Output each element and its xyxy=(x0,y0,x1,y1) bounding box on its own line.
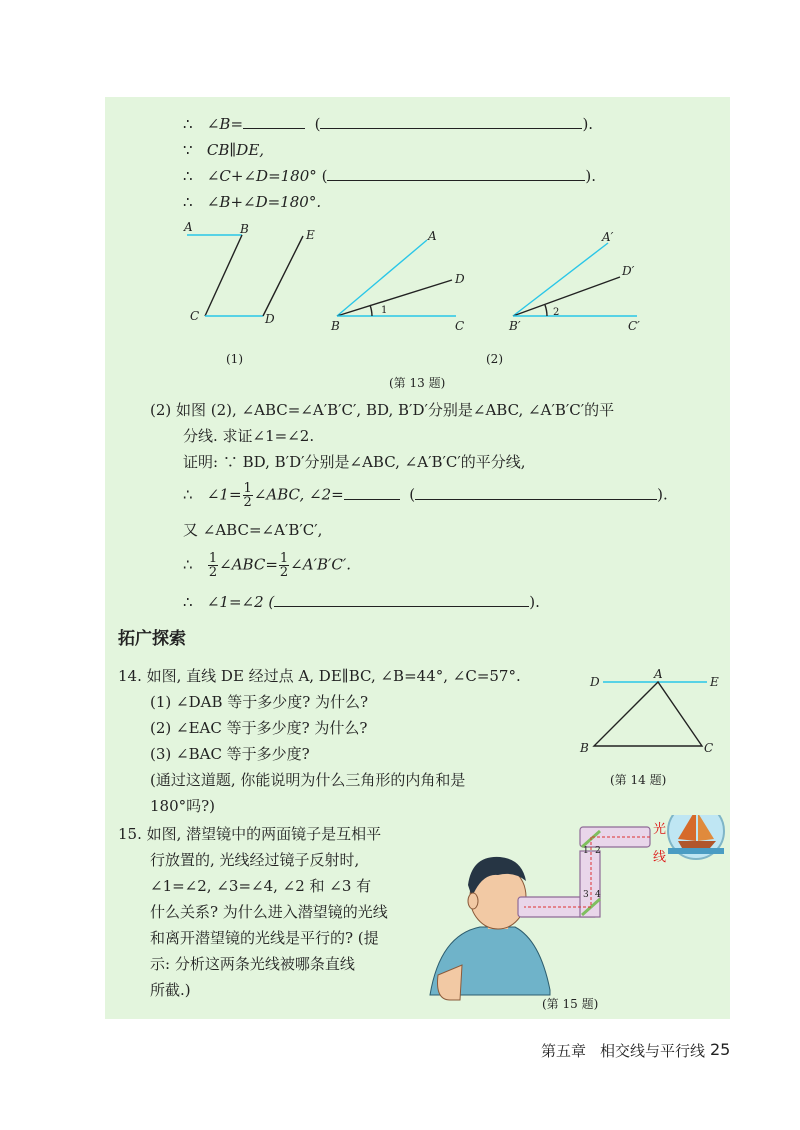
fig13-line-bc xyxy=(205,235,242,316)
part2-line-2: 分线. 求证∠1=∠2. xyxy=(183,427,315,445)
light-label: 光 xyxy=(653,822,667,837)
part2-line-5: 又 ∠ABC=∠A′B′C′, xyxy=(183,521,323,539)
q14-line-6: 180°吗?) xyxy=(150,797,216,815)
fig13-label: D xyxy=(265,312,275,326)
fig14-label: A xyxy=(654,667,663,681)
footer-chapter-title: 相交线与平行线 xyxy=(600,1042,706,1060)
fig13-label: E xyxy=(306,228,315,242)
fig14-triangle xyxy=(594,682,702,746)
fig14-caption: (第 14 题) xyxy=(610,773,667,787)
boy-illustration xyxy=(430,857,550,1000)
fig14-label: E xyxy=(710,675,719,689)
reason-blank[interactable] xyxy=(274,592,529,607)
fig13-label: B xyxy=(331,319,340,333)
fraction-half: $\frac{1}{2}$ xyxy=(279,551,289,580)
proof-line-4: ∴ ∠B+∠D=180°. xyxy=(183,193,322,211)
fig13-line-de xyxy=(263,236,303,316)
part2-line-6: ∴ $\frac{1}{2}$ ∠ABC= $\frac{1}{2}$ ∠A′B′C′. xyxy=(183,551,352,580)
fig13-label: A xyxy=(428,229,437,243)
fig13-label: B′ xyxy=(509,319,521,333)
fig13-label: D xyxy=(455,272,465,286)
fig15-caption: (第 15 题) xyxy=(542,997,599,1011)
figure-15-periscope xyxy=(420,815,730,1020)
section-title: 拓广探索 xyxy=(118,629,186,649)
fig13-label: B xyxy=(240,222,249,236)
q15-line-7: 所截.) xyxy=(150,981,191,999)
fig13-sub-1: (1) xyxy=(226,352,243,366)
fig14-label: C xyxy=(704,741,714,755)
reason-blank[interactable] xyxy=(415,485,657,500)
periscope xyxy=(518,827,650,917)
footer-chapter: 第五章 xyxy=(541,1042,587,1060)
fraction-half: $\frac{1}{2}$ xyxy=(243,481,252,510)
part2-line-4: ∴ ∠1= $\frac{1}{2}$ ∠ABC, ∠2= ( ). xyxy=(183,481,668,510)
fig13-caption: (第 13 题) xyxy=(389,376,446,390)
proof-line-3: ∴ ∠C+∠D=180° ( ). xyxy=(183,167,597,185)
proof-line-1: ∴ ∠B= ( ). xyxy=(183,115,594,133)
fig13-ray-b2a2 xyxy=(513,243,608,316)
fig13-ray-bd xyxy=(337,280,452,316)
figure-13 xyxy=(0,0,800,400)
proof-line-2: ∵ CB∥DE, xyxy=(183,141,265,159)
part2-line-3: 证明: ∵ BD, B′D′分别是∠ABC, ∠A′B′C′的平分线, xyxy=(183,453,526,471)
fig14-label: B xyxy=(580,741,589,755)
q15-line-6: 示: 分析这两条光线被哪条直线 xyxy=(150,955,355,973)
fig13-label: C xyxy=(190,309,200,323)
fig13-angle-1-arc xyxy=(370,305,372,316)
periscope-angle-label: 3 xyxy=(583,890,589,900)
part2-line-7: ∴ ∠1=∠2 ( ). xyxy=(183,593,540,611)
part2-line-1: (2) 如图 (2), ∠ABC=∠A′B′C′, BD, B′D′分别是∠ABC, ∠A′B′C′的平 xyxy=(150,401,615,419)
q15-line-1: 15. 如图, 潜望镜中的两面镜子是互相平 xyxy=(118,825,382,843)
q14-line-5: (通过这道题, 你能说明为什么三角形的内角和是 xyxy=(150,771,466,789)
fig13-ray-b2d2 xyxy=(513,277,620,316)
fig13-angle-2-arc xyxy=(545,305,547,316)
fig13-label: D′ xyxy=(622,264,635,278)
q15-line-3: ∠1=∠2, ∠3=∠4, ∠2 和 ∠3 有 xyxy=(150,877,372,895)
fig13-label: 2 xyxy=(553,307,560,318)
fig13-label: 1 xyxy=(381,305,388,316)
q14-line-3: (2) ∠EAC 等于多少度? 为什么? xyxy=(150,719,368,737)
fig13-label: C xyxy=(455,319,465,333)
fig13-label: C′ xyxy=(628,319,640,333)
sailboat-lens xyxy=(668,815,724,859)
fig13-label: A′ xyxy=(602,230,614,244)
fraction-half: $\frac{1}{2}$ xyxy=(208,551,218,580)
q15-line-2: 行放置的, 光线经过镜子反射时, xyxy=(150,851,360,869)
answer-blank[interactable] xyxy=(344,485,400,500)
q14-line-2: (1) ∠DAB 等于多少度? 为什么? xyxy=(150,693,369,711)
q15-line-5: 和离开潜望镜的光线是平行的? (提 xyxy=(150,929,379,947)
page-number: 25 xyxy=(710,1040,731,1059)
periscope-angle-label: 4 xyxy=(595,890,601,900)
light-label: 线 xyxy=(653,850,667,865)
q14-line-1: 14. 如图, 直线 DE 经过点 A, DE∥BC, ∠B=44°, ∠C=57°. xyxy=(118,667,521,685)
fig13-sub-2: (2) xyxy=(486,352,503,366)
fig13-label: A xyxy=(184,220,193,234)
fig14-label: D xyxy=(590,675,600,689)
figure-14 xyxy=(570,660,730,820)
q14-line-4: (3) ∠BAC 等于多少度? xyxy=(150,745,310,763)
q15-line-4: 什么关系? 为什么进入潜望镜的光线 xyxy=(150,903,388,921)
periscope-angle-label: 1 xyxy=(583,846,589,856)
periscope-angle-label: 2 xyxy=(595,846,601,856)
